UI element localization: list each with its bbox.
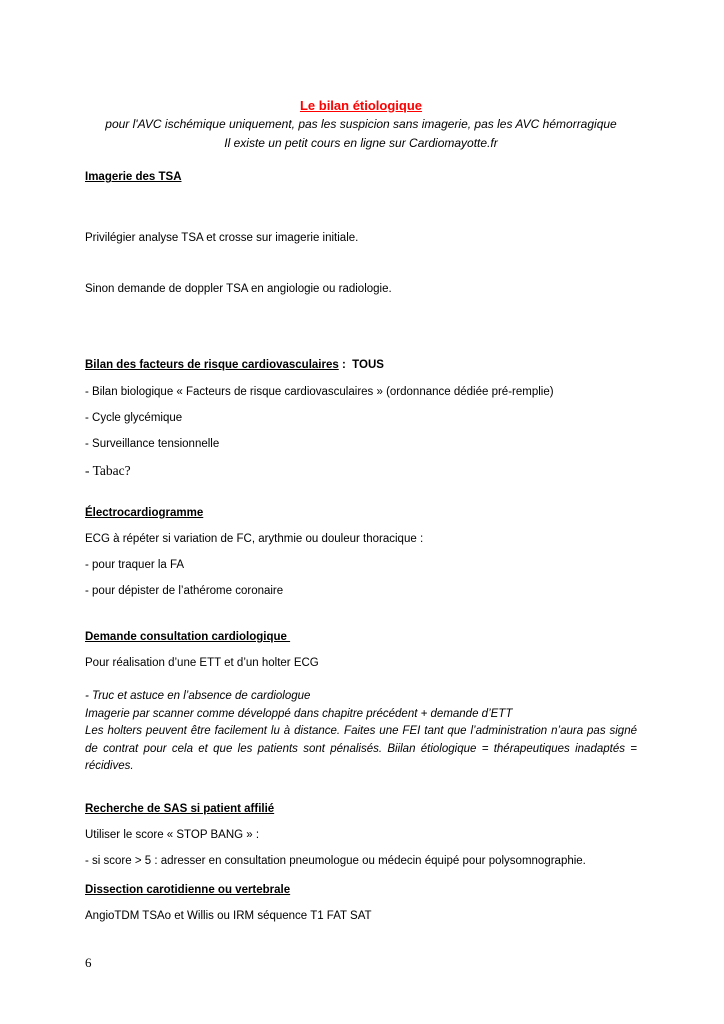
heading-bilan-fdr-text: Bilan des facteurs de risque cardiovasculaires (85, 359, 339, 371)
heading-ecg-text: Électrocardiogramme (85, 507, 204, 519)
imagerie-tsa-line-1: Privilégier analyse TSA et crosse sur imagerie initiale. (85, 232, 359, 244)
bilan-fdr-bullet-2: - Cycle glycémique (85, 412, 183, 424)
note-paragraph: Les holters peuvent être facilement lu à distance. Faites une FEI tant que l’administration n’aura pas signé de contrat pour cela et que les patients sont pénalisés. Biilan étiologique = thérapeutiques inadaptés = récidives. (85, 725, 637, 772)
doc-header (85, 0, 637, 153)
subtitle-line-1: pour l'AVC ischémique uniquement, pas les suspicion sans imagerie, pas les AVC hémorragique (105, 117, 617, 131)
subtitle-line-2: Il existe un petit cours en ligne sur Cardiomayotte.fr (224, 136, 498, 150)
paragraph-imagerie-tsa (85, 196, 637, 332)
page-title: Le bilan étiologique (299, 98, 423, 113)
note-line-2: Imagerie par scanner comme développé dans chapitre précédent + demande d’ETT (85, 707, 513, 720)
heading-ecg (85, 505, 637, 522)
heading-sas-text: Recherche de SAS si patient affilié (85, 802, 275, 815)
heading-sas (85, 801, 637, 818)
dissection-line-1: AngioTDM TSAo et Willis ou IRM séquence T1 FAT SAT (85, 909, 372, 922)
heading-imagerie-tsa (85, 169, 637, 186)
heading-imagerie-tsa-text: Imagerie des TSA (85, 171, 182, 183)
heading-consultation-cardio-text: Demande consultation cardiologique (85, 631, 291, 643)
heading-dissection-text: Dissection carotidienne ou vertebrale (85, 883, 291, 896)
consultation-cardio-intro: Pour réalisation d’une ETT et d’un holter ECG (85, 657, 319, 669)
sas-bullet-1: - si score > 5 : adresser en consultation pneumologue ou médecin équipé pour polysomnographie. (85, 854, 586, 867)
bilan-fdr-bullet-3: - Surveillance tensionnelle (85, 438, 220, 450)
heading-bilan-fdr-suffix: : TOUS (338, 359, 384, 371)
ecg-bullet-2: - pour dépister de l’athérome coronaire (85, 585, 284, 597)
page-number: 6 (85, 955, 92, 970)
heading-bilan-fdr (85, 357, 637, 374)
bilan-fdr-bullet-4: - Tabac? (85, 463, 131, 478)
ecg-intro: ECG à répéter si variation de FC, arythmie ou douleur thoracique : (85, 533, 424, 545)
consultation-cardio-note (85, 688, 637, 776)
ecg-bullet-1: - pour traquer la FA (85, 559, 185, 571)
heading-dissection (85, 882, 637, 899)
note-line-1: - Truc et astuce en l’absence de cardiologue (85, 690, 311, 702)
bilan-fdr-bullet-1: - Bilan biologique « Facteurs de risque cardiovasculaires » (ordonnance dédiée pré-remplie) (85, 386, 554, 398)
heading-consultation-cardio (85, 629, 637, 646)
imagerie-tsa-line-2: Sinon demande de doppler TSA en angiologie ou radiologie. (85, 283, 392, 295)
sas-intro: Utiliser le score « STOP BANG » : (85, 828, 260, 841)
